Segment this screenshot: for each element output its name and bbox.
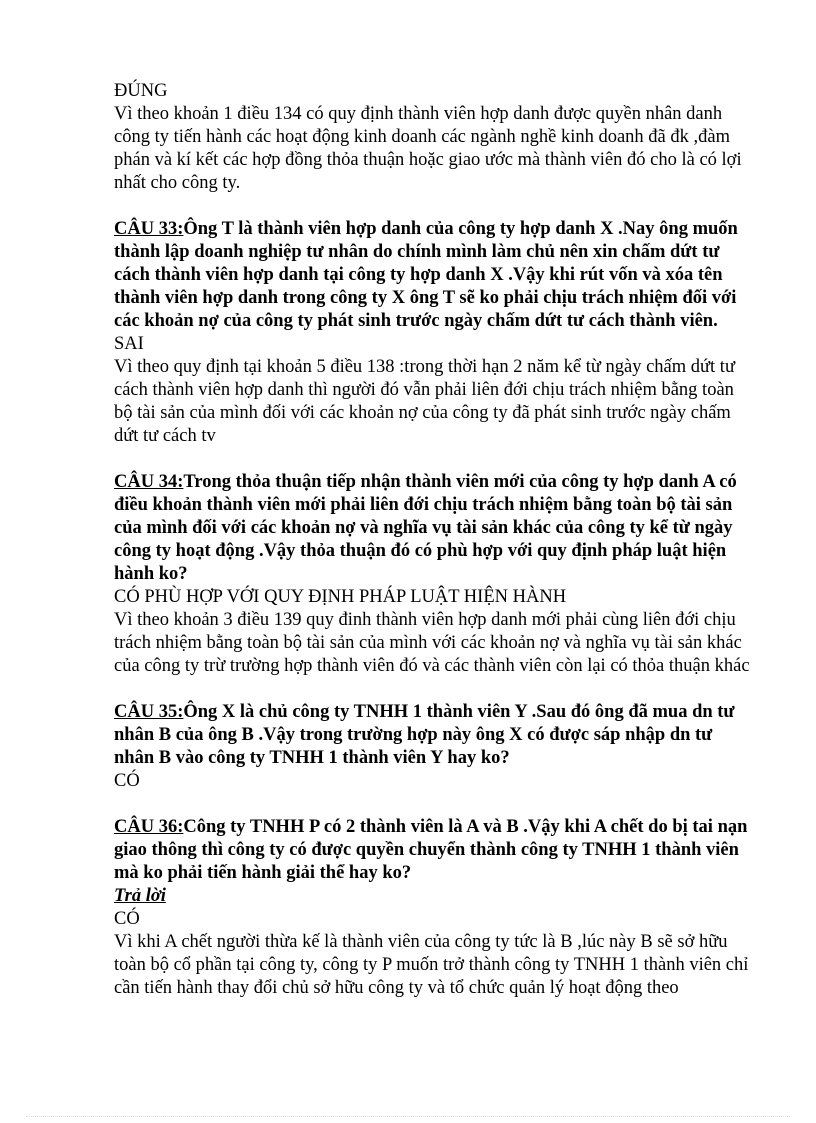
question-35: [114, 701, 754, 770]
answer-36-label: [114, 885, 754, 908]
answer-34-verdict: CÓ PHÙ HỢP VỚI QUY ĐỊNH PHÁP LUẬT HIỆN HÀNH: [114, 587, 567, 607]
question-33: [114, 218, 754, 333]
answer-label: Trả lời: [114, 886, 166, 906]
question-34-text: Trong thỏa thuận tiếp nhận thành viên mới của công ty hợp danh A có điều khoản thành viên mới phải liên đới chịu trách nhiệm bằng toàn bộ tài sản của mình đối với các khoản nợ và nghĩa vụ tài sản khác của công ty kể từ ngày công ty hoạt động .Vậy thỏa thuận đó có phù hợp với quy định pháp luật hiện hành ko?: [114, 472, 737, 584]
question-36-text: Công ty TNHH P có 2 thành viên là A và B .Vậy khi A chết do bị tai nạn giao thông thì công ty có được quyền chuyển thành công ty TNHH 1 thành viên mà ko phải tiến hành giải thể hay ko?: [114, 817, 748, 883]
document-page: [114, 80, 754, 1000]
answer-33-explanation: Vì theo quy định tại khoản 5 điều 138 :trong thời hạn 2 năm kể từ ngày chấm dứt tư cách thành viên hợp danh thì người đó vẫn phải liên đới chịu trách nhiệm bằng toàn bộ tài sản của mình đối với các khoản nợ của công ty đã phát sinh trước ngày chấm dứt tư cách tv: [114, 357, 735, 446]
question-35-text: Ông X là chủ công ty TNHH 1 thành viên Y .Sau đó ông đã mua dn tư nhân B của ông B .Vậy trong trường hợp này ông X có được sáp nhập dn tư nhân B vào công ty TNHH 1 thành viên Y hay ko?: [114, 702, 735, 768]
page-bottom-divider: [26, 1116, 790, 1117]
spacer: [114, 448, 754, 471]
intro-verdict: ĐÚNG: [114, 81, 168, 101]
spacer: [114, 678, 754, 701]
question-35-label: CÂU 35:: [114, 702, 184, 722]
question-34: [114, 471, 754, 586]
question-36: [114, 816, 754, 885]
spacer: [114, 793, 754, 816]
question-34-label: CÂU 34:: [114, 472, 184, 492]
question-36-label: CÂU 36:: [114, 817, 184, 837]
answer-36-explanation: Vì khi A chết người thừa kế là thành viên của công ty tức là B ,lúc này B sẽ sở hữu toàn bộ cổ phần tại công ty, công ty P muốn trở thành công ty TNHH 1 thành viên chỉ cần tiến hành thay đổi chủ sở hữu công ty và tổ chức quản lý hoạt động theo: [114, 932, 749, 998]
answer-36-verdict: CÓ: [114, 909, 140, 929]
question-33-text: Ông T là thành viên hợp danh của công ty hợp danh X .Nay ông muốn thành lập doanh nghiệp tư nhân do chính mình làm chủ nên xin chấm dứt tư cách thành viên hợp danh tại công ty hợp danh X .Vậy khi rút vốn và xóa tên thành viên hợp danh trong công ty X ông T sẽ ko phải chịu trách nhiệm đối với các khoản nợ của công ty phát sinh trước ngày chấm dứt tư cách thành viên.: [114, 219, 738, 331]
intro-explanation: Vì theo khoản 1 điều 134 có quy định thành viên hợp danh được quyền nhân danh công ty tiến hành các hoạt động kinh doanh các ngành nghề kinh doanh đã đk ,đàm phán và kí kết các hợp đồng thỏa thuận hoặc giao ước mà thành viên đó cho là có lợi nhất cho công ty.: [114, 104, 742, 193]
spacer: [114, 195, 754, 218]
answer-34-explanation: Vì theo khoản 3 điều 139 quy đinh thành viên hợp danh mới phải cùng liên đới chịu trách nhiệm bằng toàn bộ tài sản của mình với các khoản nợ và nghĩa vụ tài sản khác của công ty trừ trường hợp thành viên đó và các thành viên còn lại có thỏa thuận khác: [114, 610, 750, 676]
question-33-label: CÂU 33:: [114, 219, 184, 239]
answer-35-verdict: CÓ: [114, 771, 140, 791]
answer-33-verdict: SAI: [114, 334, 144, 354]
